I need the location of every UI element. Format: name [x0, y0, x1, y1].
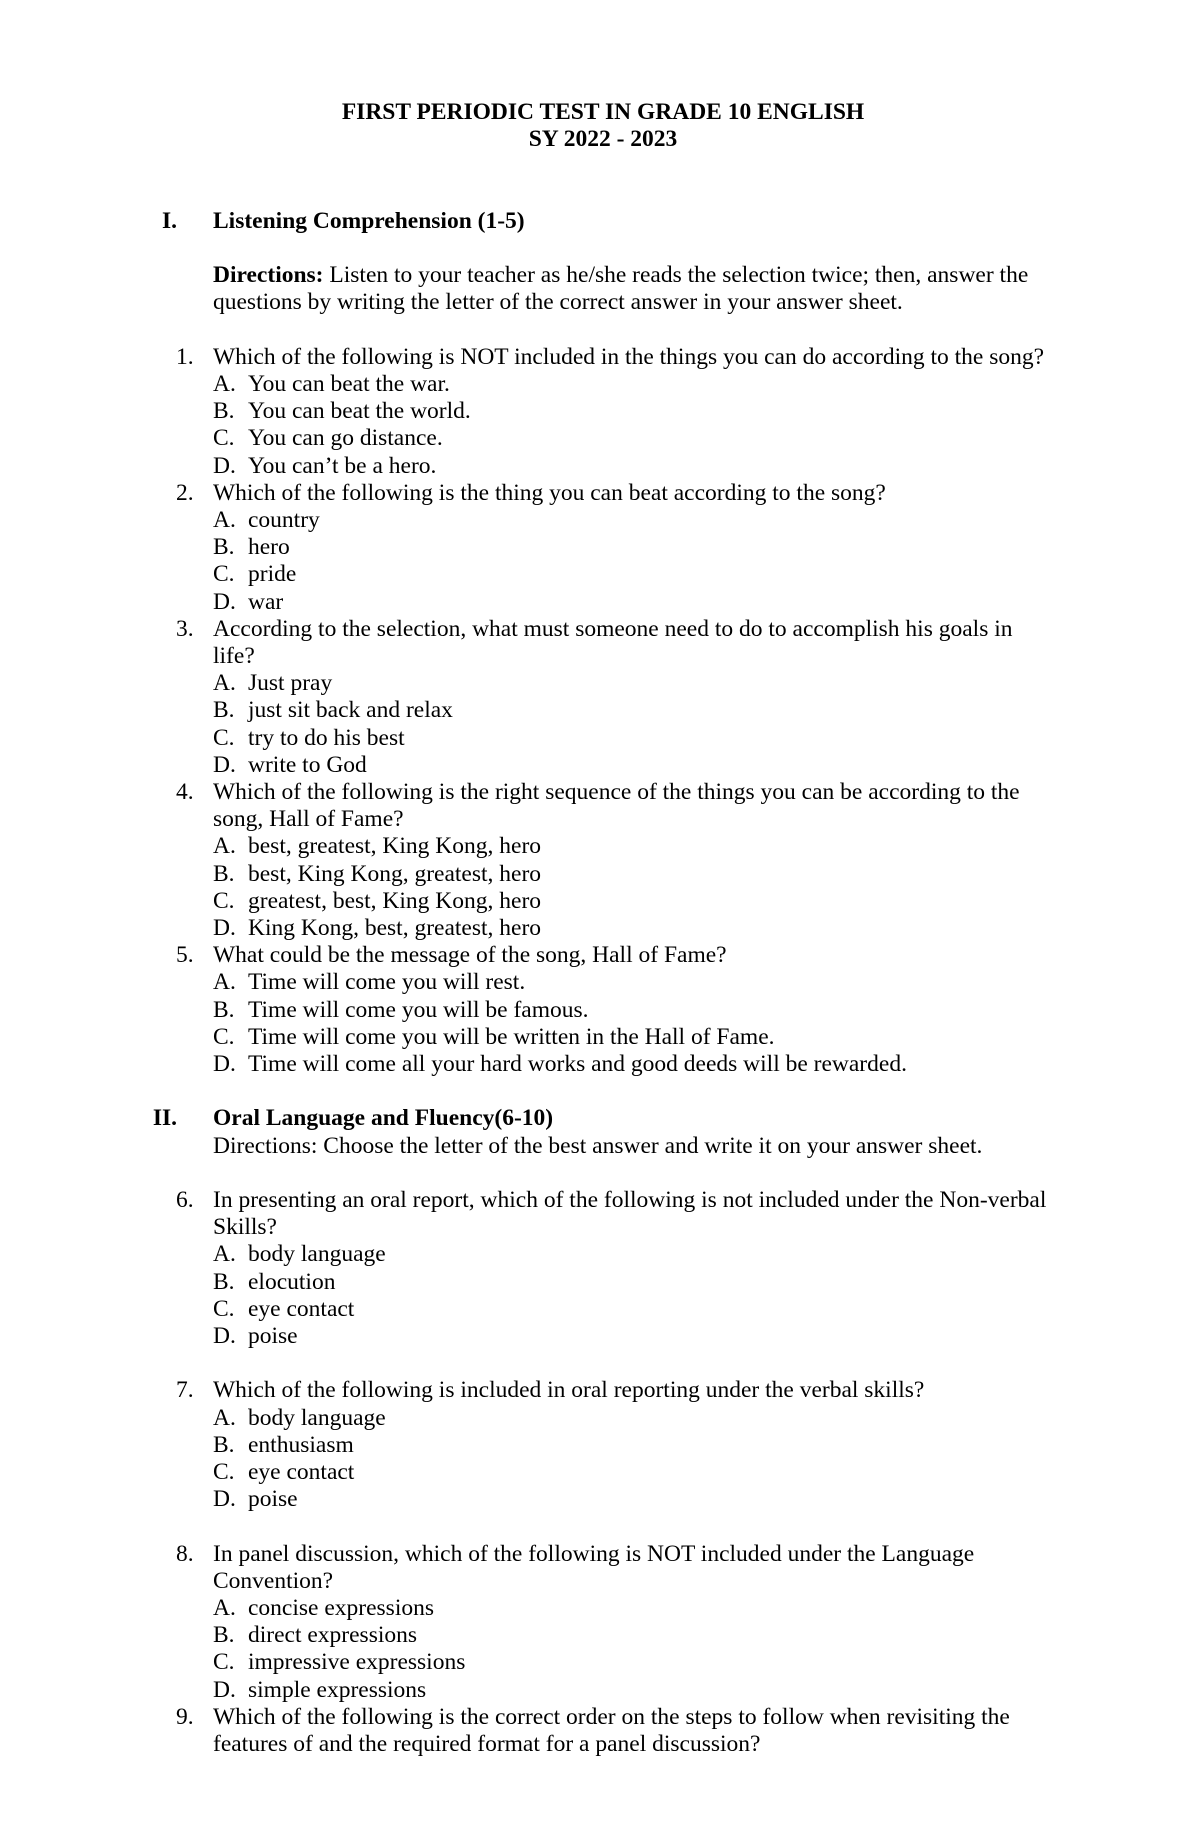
question-item — [0, 942, 1200, 1078]
option-letter: C. — [213, 1459, 235, 1486]
option-letter: D. — [213, 452, 236, 479]
option-a — [0, 969, 1200, 996]
option-letter: D. — [213, 915, 236, 942]
option-d — [0, 752, 1200, 779]
option-text: Time will come you will rest. — [248, 969, 526, 996]
option-text: poise — [248, 1486, 298, 1513]
option-text: direct expressions — [248, 1622, 418, 1649]
option-c — [0, 561, 1200, 588]
directions-text: Listen to your teacher as he/she reads the selection twice; then, answer the questions by writing the letter of the correct answer in your answer sheet. — [213, 262, 1029, 316]
option-text: Time will come all your hard works and good deeds will be rewarded. — [248, 1051, 907, 1078]
section-directions — [0, 1133, 1200, 1160]
option-c — [0, 1024, 1200, 1051]
option-c — [0, 1649, 1200, 1676]
option-text: hero — [248, 534, 290, 561]
option-letter: D. — [213, 1323, 236, 1350]
section-title: Oral Language and Fluency(6-10) — [213, 1105, 554, 1132]
question-item — [0, 480, 1200, 616]
question-stem — [0, 616, 1200, 670]
section-title: Listening Comprehension (1-5) — [213, 207, 525, 234]
option-text: body language — [248, 1241, 386, 1268]
option-letter: C. — [213, 1023, 235, 1050]
option-text: pride — [248, 561, 297, 588]
option-b — [0, 534, 1200, 561]
option-letter: D. — [213, 1486, 236, 1513]
option-text: enthusiasm — [248, 1431, 354, 1458]
test-title: FIRST PERIODIC TEST IN GRADE 10 ENGLISH — [341, 99, 865, 125]
option-b — [0, 861, 1200, 888]
option-letter: C. — [213, 1295, 235, 1322]
option-a — [0, 507, 1200, 534]
option-b — [0, 1432, 1200, 1459]
option-text: You can’t be a hero. — [248, 452, 437, 479]
option-d — [0, 915, 1200, 942]
question-number: 3. — [176, 615, 194, 642]
question-stem — [0, 1704, 1200, 1758]
option-text: war — [248, 588, 284, 615]
question-text: Which of the following is the thing you can beat according to the song? — [213, 479, 886, 506]
question-text: In presenting an oral report, which of the following is not included under the Non-verbal Skills? — [213, 1187, 1047, 1241]
option-letter: C. — [213, 425, 235, 452]
question-stem — [0, 1377, 1200, 1404]
question-stem — [0, 1541, 1200, 1595]
option-letter: A. — [213, 1595, 236, 1622]
option-letter: B. — [213, 398, 235, 425]
question-text: Which of the following is the correct order on the steps to follow when revisiting the features of and the required format for a panel discussion? — [213, 1703, 1010, 1758]
test-paper — [0, 99, 1200, 1758]
option-text: try to do his best — [248, 724, 405, 751]
question-text: According to the selection, what must someone need to do to accomplish his goals in life? — [213, 615, 1013, 669]
option-text: Just pray — [248, 670, 333, 697]
option-text: elocution — [248, 1268, 336, 1295]
question-number: 6. — [176, 1187, 194, 1214]
question-item — [0, 1377, 1200, 1513]
question-text: Which of the following is included in oral reporting under the verbal skills? — [213, 1377, 925, 1404]
option-b — [0, 697, 1200, 724]
option-b — [0, 398, 1200, 425]
option-a — [0, 1241, 1200, 1268]
option-a — [0, 371, 1200, 398]
question-item — [0, 616, 1200, 779]
section-numeral: I. — [161, 207, 177, 234]
question-item — [0, 779, 1200, 942]
question-item — [0, 344, 1200, 480]
option-letter: A. — [213, 833, 236, 860]
option-letter: A. — [213, 370, 236, 397]
question-stem — [0, 1187, 1200, 1241]
option-c — [0, 725, 1200, 752]
option-letter: D. — [213, 751, 236, 778]
option-text: You can go distance. — [248, 425, 443, 452]
section-heading — [0, 1105, 1200, 1132]
question-text: Which of the following is the right sequence of the things you can be according to the song, Hall of Fame? — [213, 779, 1020, 833]
option-text: best, King Kong, greatest, hero — [248, 860, 542, 887]
option-text: simple expressions — [248, 1676, 427, 1703]
question-number: 1. — [176, 343, 194, 370]
test-header — [0, 99, 1200, 153]
option-text: greatest, best, King Kong, hero — [248, 887, 542, 914]
option-text: impressive expressions — [248, 1649, 466, 1676]
option-text: concise expressions — [248, 1595, 434, 1622]
option-letter: A. — [213, 1404, 236, 1431]
option-text: body language — [248, 1404, 386, 1431]
option-letter: B. — [213, 534, 235, 561]
option-letter: B. — [213, 996, 235, 1023]
section-directions — [0, 262, 1200, 316]
question-number: 4. — [176, 779, 194, 805]
option-letter: C. — [213, 887, 235, 914]
option-d — [0, 1486, 1200, 1513]
option-d — [0, 1051, 1200, 1078]
option-d — [0, 1677, 1200, 1704]
question-number: 8. — [176, 1540, 194, 1567]
option-d — [0, 1323, 1200, 1350]
option-letter: C. — [213, 561, 235, 588]
option-text: just sit back and relax — [248, 697, 453, 724]
option-text: Time will come you will be famous. — [248, 996, 589, 1023]
option-text: You can beat the war. — [248, 370, 450, 397]
option-letter: D. — [213, 588, 236, 615]
option-a — [0, 833, 1200, 860]
question-stem — [0, 779, 1200, 833]
question-text: In panel discussion, which of the following is NOT included under the Language Convention? — [213, 1540, 975, 1594]
option-letter: C. — [213, 724, 235, 751]
question-list — [0, 344, 1200, 1078]
question-number: 5. — [176, 942, 194, 969]
option-text: You can beat the world. — [248, 398, 471, 425]
question-list — [0, 1187, 1200, 1758]
section-2 — [0, 1105, 1200, 1758]
section-heading — [0, 208, 1200, 235]
question-number: 2. — [176, 479, 194, 506]
question-number: 9. — [176, 1703, 194, 1730]
question-item — [0, 1541, 1200, 1704]
section-1 — [0, 208, 1200, 1078]
option-letter: D. — [213, 1051, 236, 1078]
option-letter: B. — [213, 860, 235, 887]
option-text: eye contact — [248, 1459, 355, 1486]
question-stem — [0, 480, 1200, 507]
option-b — [0, 1269, 1200, 1296]
option-letter: C. — [213, 1649, 235, 1676]
option-letter: D. — [213, 1676, 236, 1703]
option-letter: A. — [213, 506, 236, 533]
option-b — [0, 997, 1200, 1024]
option-text: write to God — [248, 751, 367, 778]
option-c — [0, 1296, 1200, 1323]
option-letter: A. — [213, 1241, 236, 1268]
option-c — [0, 1459, 1200, 1486]
option-a — [0, 1405, 1200, 1432]
question-item — [0, 1704, 1200, 1758]
question-item — [0, 1187, 1200, 1350]
directions-text: Directions: Choose the letter of the best answer and write it on your answer sheet. — [213, 1132, 983, 1159]
question-stem — [0, 344, 1200, 371]
option-letter: A. — [213, 670, 236, 697]
option-c — [0, 888, 1200, 915]
option-letter: A. — [213, 969, 236, 996]
question-number: 7. — [176, 1377, 194, 1404]
option-text: poise — [248, 1323, 298, 1350]
option-a — [0, 1595, 1200, 1622]
option-text: King Kong, best, greatest, hero — [248, 915, 542, 942]
option-d — [0, 589, 1200, 616]
test-sections — [0, 208, 1200, 1758]
option-letter: B. — [213, 1431, 235, 1458]
option-letter: B. — [213, 1268, 235, 1295]
option-d — [0, 453, 1200, 480]
school-year: SY 2022 - 2023 — [528, 126, 678, 153]
question-stem — [0, 942, 1200, 969]
option-a — [0, 670, 1200, 697]
option-text: best, greatest, King Kong, hero — [248, 833, 542, 860]
question-text: What could be the message of the song, Hall of Fame? — [213, 942, 727, 969]
option-c — [0, 425, 1200, 452]
option-text: eye contact — [248, 1295, 355, 1322]
option-text: Time will come you will be written in the Hall of Fame. — [248, 1023, 775, 1050]
option-letter: B. — [213, 697, 235, 724]
option-b — [0, 1622, 1200, 1649]
option-letter: B. — [213, 1622, 235, 1649]
section-numeral: II. — [152, 1105, 177, 1132]
option-text: country — [248, 506, 320, 533]
directions-label: Directions: — [213, 262, 324, 289]
question-text: Which of the following is NOT included in the things you can do according to the song? — [213, 343, 1045, 370]
